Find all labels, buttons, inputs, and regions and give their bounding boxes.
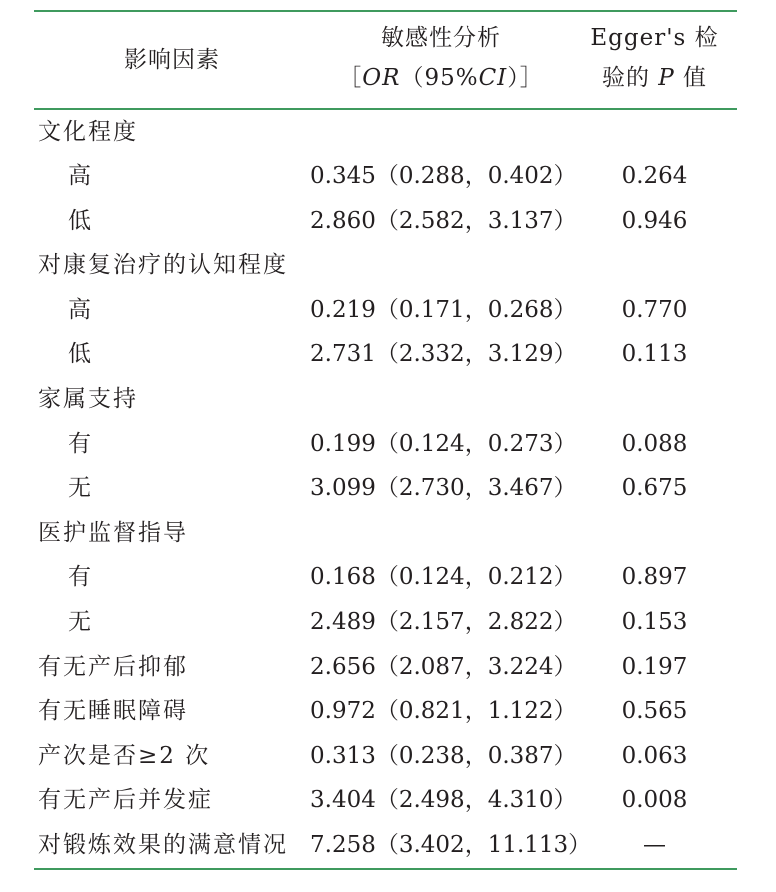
row-label: 有无睡眠障碍 [38,698,188,725]
row-sublabel: 低 [68,207,93,234]
row-label: 有无产后并发症 [38,787,213,814]
table-row [34,778,737,823]
header-egger [572,18,737,98]
row-egger-p: 0.897 [621,564,688,591]
sensitivity-table [34,10,737,870]
row-egger-p: 0.264 [621,163,688,190]
row-egger-p: 0.675 [621,475,688,502]
row-egger-p: 0.113 [621,341,688,368]
row-egger-p: 0.008 [621,787,688,814]
table-row [34,823,737,868]
row-or-ci: 0.345（0.288，0.402） [310,163,577,190]
table-row [34,600,737,645]
row-or-ci: 0.199（0.124，0.273） [310,430,577,457]
row-egger-p: — [643,832,666,858]
row-label: 产次是否≥2 次 [38,742,211,769]
header-sensitivity-title: 敏感性分析 [381,25,501,51]
table-body [34,110,737,868]
table-row [34,288,737,333]
row-sublabel: 无 [68,609,93,636]
table-row [34,110,737,155]
table-row [34,689,737,734]
table-row [34,555,737,600]
row-or-ci: 0.219（0.171，0.268） [310,296,577,323]
row-egger-p: 0.197 [621,653,688,680]
table-row [34,734,737,779]
table-row [34,645,737,690]
table-row [34,199,737,244]
row-label: 有无产后抑郁 [38,653,188,680]
row-egger-p: 0.770 [621,296,688,323]
row-or-ci: 2.656（2.087，3.224） [310,653,577,680]
table-row [34,154,737,199]
table-row [34,377,737,422]
row-sublabel: 低 [68,341,93,368]
row-or-ci: 7.258（3.402，11.113） [310,832,592,858]
header-egger-line2: 验的 P 值 [601,65,708,91]
row-or-ci: 2.860（2.582，3.137） [310,207,577,234]
row-or-ci: 3.099（2.730，3.467） [310,475,577,502]
row-label: 对锻炼效果的满意情况 [38,832,288,858]
row-label: 对康复治疗的认知程度 [38,252,288,279]
row-egger-p: 0.088 [621,430,688,457]
row-or-ci: 0.972（0.821，1.122） [310,698,577,725]
table-header [34,12,737,108]
table-row [34,511,737,556]
row-label: 文化程度 [38,118,138,145]
table-row [34,466,737,511]
row-egger-p: 0.063 [621,742,688,769]
row-label: 家属支持 [38,386,138,413]
row-or-ci: 2.731（2.332，3.129） [310,341,577,368]
row-sublabel: 有 [68,430,93,457]
row-or-ci: 0.168（0.124，0.212） [310,564,577,591]
row-sublabel: 无 [68,475,93,502]
bottom-rule [34,868,737,870]
row-sublabel: 高 [68,296,93,323]
table-row [34,422,737,467]
row-or-ci: 0.313（0.238，0.387） [310,742,577,769]
header-sensitivity-subtitle: ［OR（95%CI）］ [338,65,544,91]
row-sublabel: 高 [68,163,93,190]
header-sensitivity [310,18,572,98]
row-label: 医护监督指导 [38,519,188,546]
row-or-ci: 2.489（2.157，2.822） [310,609,577,636]
row-egger-p: 0.946 [621,207,688,234]
row-sublabel: 有 [68,564,93,591]
table-row [34,332,737,377]
row-or-ci: 3.404（2.498，4.310） [310,787,577,814]
header-factor: 影响因素 [124,47,220,73]
table-row [34,243,737,288]
row-egger-p: 0.565 [621,698,688,725]
header-egger-line1: Egger's 检 [590,25,719,51]
row-egger-p: 0.153 [621,609,688,636]
